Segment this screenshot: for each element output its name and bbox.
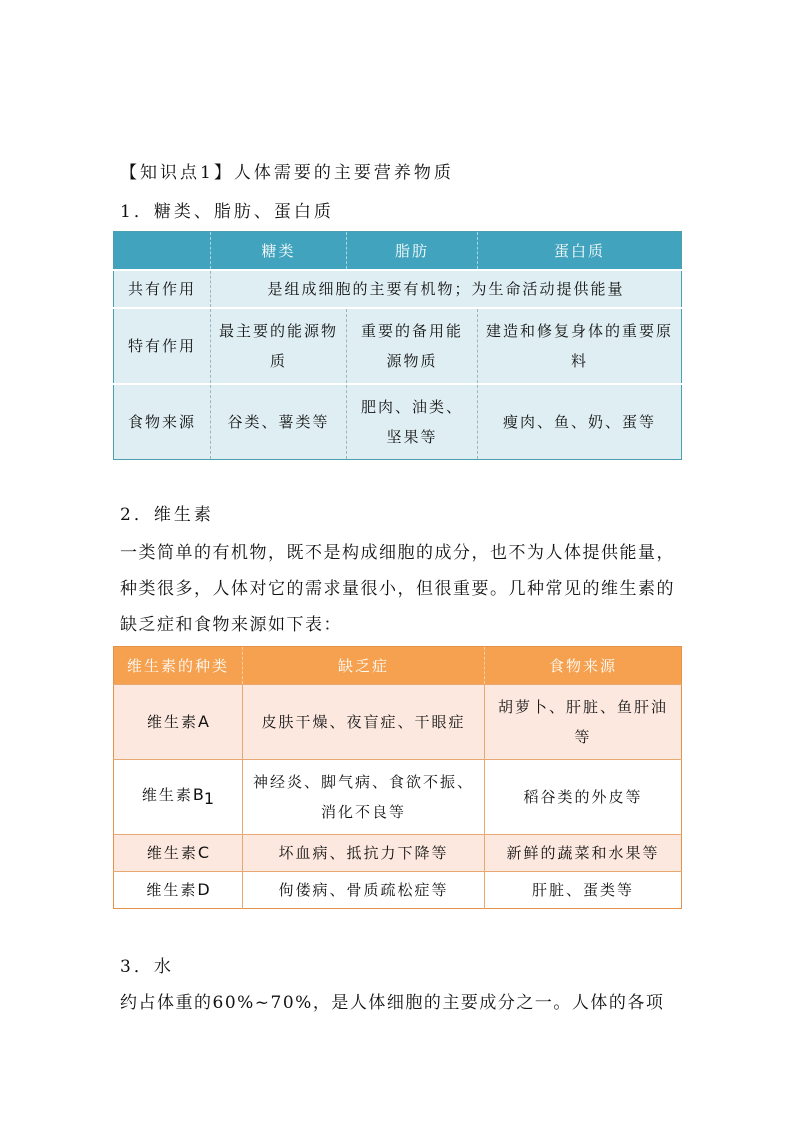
vitamin-name-cell [114, 760, 243, 835]
table-row [114, 685, 682, 760]
source-cell: 稻谷类的外皮等 [485, 760, 682, 835]
table-row [114, 872, 682, 909]
table-row [114, 384, 682, 460]
vitamin-letter: D [197, 880, 210, 899]
header-empty [114, 232, 211, 271]
table-row [114, 835, 682, 872]
table-row [114, 760, 682, 835]
source-cell: 胡萝卜、肝脏、鱼肝油等 [485, 685, 682, 760]
header-deficiency: 缺乏症 [243, 647, 485, 685]
special-carbohydrate-cell: 最主要的能源物质 [211, 308, 347, 384]
vitamin-name-cell [114, 685, 243, 760]
header-carbohydrate: 糖类 [211, 232, 347, 271]
food-fat-cell: 肥肉、油类、坚果等 [347, 384, 478, 460]
special-fat-cell: 重要的备用能源物质 [347, 308, 478, 384]
vitamins-table [113, 646, 682, 909]
common-function-cell: 是组成细胞的主要有机物；为生命活动提供能量 [211, 270, 682, 308]
vitamin-prefix: 维生素 [147, 713, 199, 731]
vitamin-name-cell [114, 835, 243, 872]
header-food-source: 食物来源 [485, 647, 682, 685]
vitamin-paragraph-line: 缺乏症和食物来源如下表： [120, 615, 342, 635]
vitamin-name-cell [114, 872, 243, 909]
header-fat: 脂肪 [347, 232, 478, 271]
table-header-row [114, 647, 682, 685]
deficiency-cell: 神经炎、脚气病、食欲不振、消化不良等 [243, 760, 485, 835]
table-row [114, 270, 682, 308]
header-vitamin-type: 维生素的种类 [114, 647, 243, 685]
vitamin-prefix: 维生素 [146, 881, 198, 899]
section-title-nutrients: 1．糖类、脂肪、蛋白质 [120, 202, 334, 222]
special-protein-cell: 建造和修复身体的重要原料 [478, 308, 682, 384]
row-label-special: 特有作用 [114, 308, 211, 384]
knowledge-point-heading: 【知识点1】人体需要的主要营养物质 [120, 163, 454, 183]
vitamin-paragraph-line: 一类简单的有机物，既不是构成细胞的成分，也不为人体提供能量， [120, 543, 675, 563]
food-protein-cell: 瘦肉、鱼、奶、蛋等 [478, 384, 682, 460]
vitamin-letter: B [192, 785, 204, 804]
vitamin-paragraph-line: 种类很多，人体对它的需求量很小，但很重要。几种常见的维生素的 [120, 579, 675, 599]
section-title-water: 3．水 [120, 957, 174, 977]
header-protein: 蛋白质 [478, 232, 682, 271]
table-row [114, 308, 682, 384]
source-cell: 肝脏、蛋类等 [485, 872, 682, 909]
deficiency-cell: 皮肤干燥、夜盲症、干眼症 [243, 685, 485, 760]
nutrients-table [113, 231, 682, 460]
deficiency-cell: 坏血病、抵抗力下降等 [243, 835, 485, 872]
deficiency-cell: 佝偻病、骨质疏松症等 [243, 872, 485, 909]
water-paragraph-line: 约占体重的60%~70%，是人体细胞的主要成分之一。人体的各项 [120, 993, 665, 1013]
vitamin-letter: C [197, 843, 210, 862]
vitamin-letter: A [198, 712, 209, 731]
source-cell: 新鲜的蔬菜和水果等 [485, 835, 682, 872]
section-title-vitamins: 2．维生素 [120, 505, 214, 525]
row-label-common: 共有作用 [114, 270, 211, 308]
table-header-row [114, 232, 682, 271]
vitamin-prefix: 维生素 [146, 844, 198, 862]
food-carbohydrate-cell: 谷类、薯类等 [211, 384, 347, 460]
vitamin-prefix: 维生素 [141, 786, 193, 804]
row-label-food: 食物来源 [114, 384, 211, 460]
vitamin-subscript: 1 [203, 789, 215, 808]
